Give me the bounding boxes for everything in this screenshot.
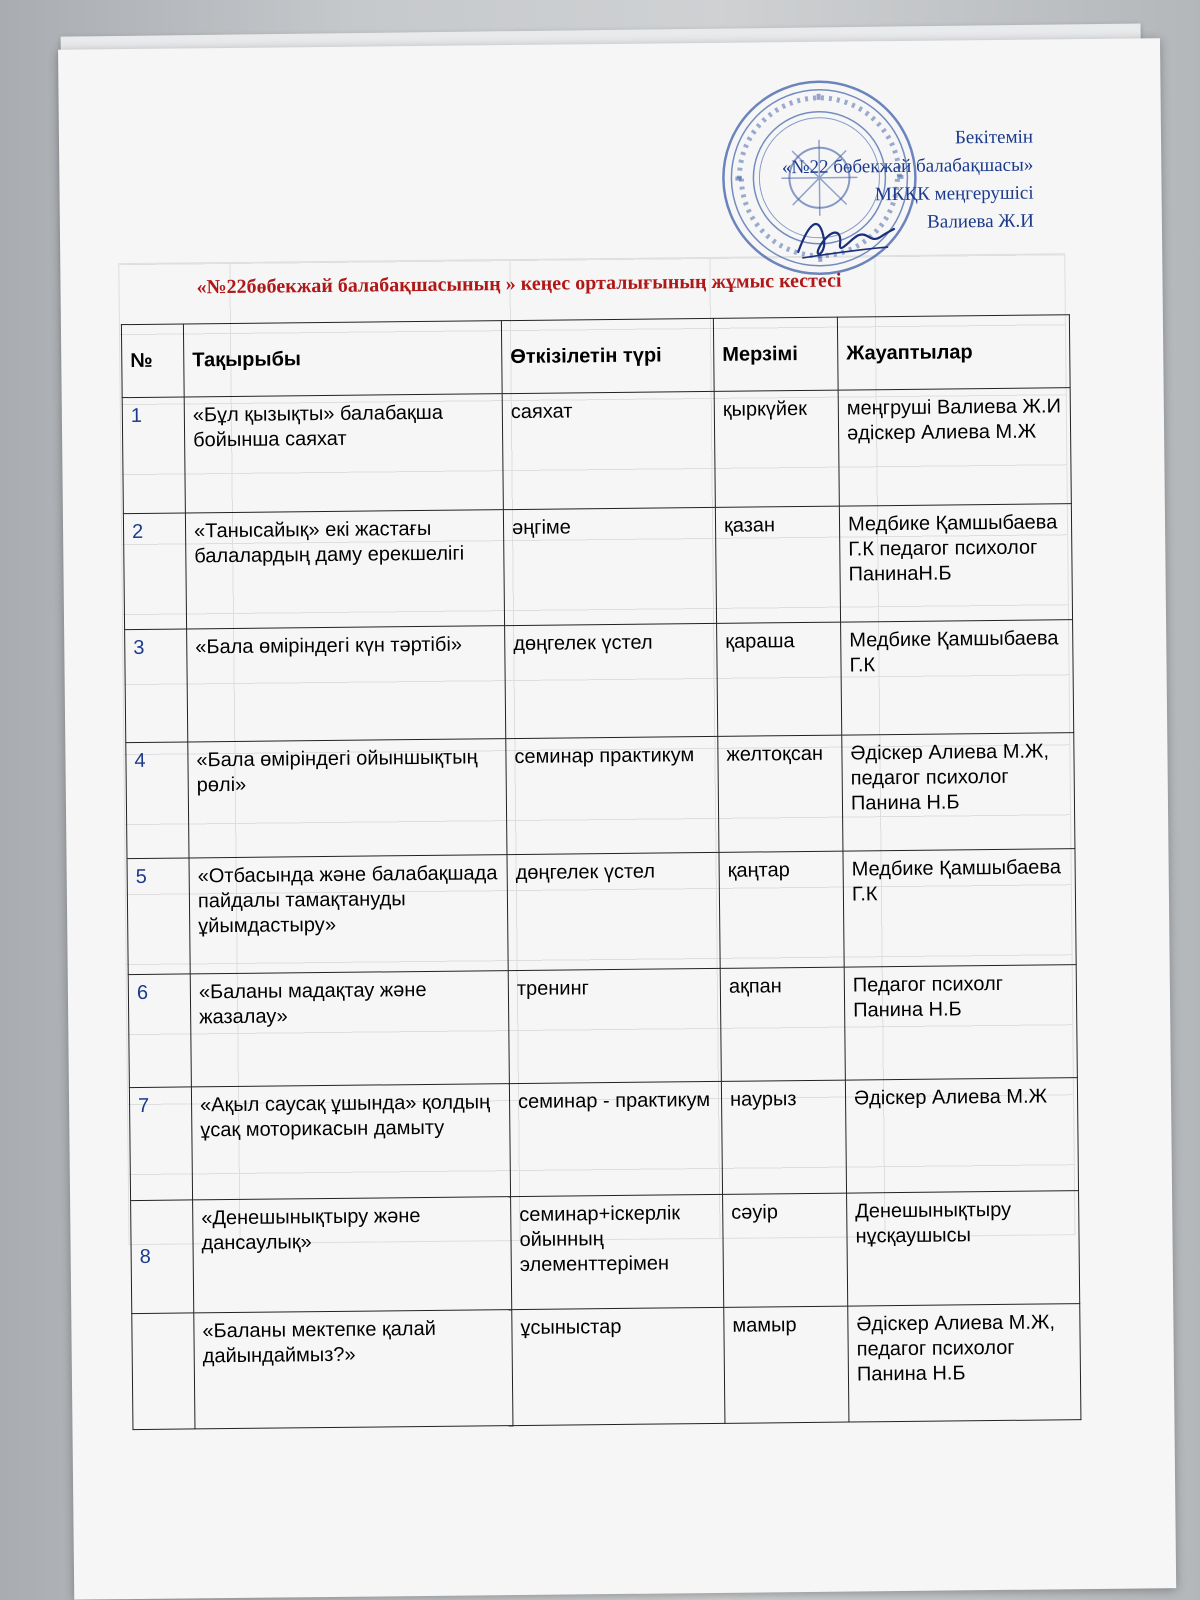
row-form: дөңгелек үстел [507, 852, 720, 970]
row-number: 6 [128, 974, 191, 1088]
row-topic: «Танысайық» екі жастағы балалардың даму ерекшелігі [185, 510, 504, 629]
header-topic: Тақырыбы [183, 321, 502, 397]
row-responsible: Әдіскер Алиева М.Ж, педагог психолог Панина Н.Б [842, 733, 1075, 851]
row-number: 1 [122, 397, 185, 514]
row-date: қыркүйек [714, 390, 839, 507]
row-topic: «Отбасында және балабақшада пайдалы тамақтануды ұйымдастыру» [189, 855, 508, 974]
row-number: 8 [131, 1200, 194, 1314]
header-responsible: Жауаптылар [837, 315, 1070, 390]
header-number: № [121, 324, 184, 398]
row-responsible: Әдіскер Алиева М.Ж [845, 1078, 1078, 1193]
row-number: 4 [126, 742, 189, 859]
row-form: саяхат [502, 391, 715, 509]
row-date: сәуір [723, 1193, 848, 1307]
row-number [132, 1313, 195, 1430]
row-form: семинар+іскерлік ойынның элементтерімен [511, 1194, 724, 1309]
approval-line-3: МКҚК меңгерушісі [874, 182, 1034, 206]
row-form: семинар - практикум [509, 1081, 722, 1196]
document-title: «№22бөбекжай балабақшасының » кеңес орталығының жұмыс кестесі [196, 269, 842, 299]
table-row [131, 1191, 1080, 1314]
approval-line-4: Валиева Ж.И [927, 210, 1034, 233]
document-page [58, 38, 1176, 1599]
table-header-row [121, 315, 1070, 398]
table-row [122, 388, 1071, 514]
row-topic: «Денешынықтыру және дансаулық» [193, 1197, 512, 1313]
row-topic: «Бұл қызықты» балабақша бойынша саяхат [184, 394, 503, 513]
table-row [123, 504, 1072, 630]
table-row [129, 1078, 1078, 1201]
row-number: 2 [123, 513, 186, 630]
row-form: тренинг [508, 968, 721, 1083]
row-topic: «Ақыл саусақ ұшында» қолдың ұсақ моторикасын дамыту [191, 1084, 510, 1200]
table-row [126, 733, 1075, 859]
approval-line-2: «№22 бөбекжай балабақшасы» [781, 154, 1034, 179]
row-form: әңгіме [503, 507, 716, 625]
table-row [125, 620, 1074, 743]
header-form: Өткізілетін түрі [501, 318, 714, 393]
row-topic: «Бала өміріндегі күн тәртібі» [187, 626, 506, 742]
row-date: мамыр [724, 1306, 849, 1423]
row-number: 7 [129, 1087, 192, 1201]
row-date: қазан [715, 506, 840, 623]
row-responsible: Медбике Қамшыбаева Г.К [843, 849, 1076, 967]
schedule-table [121, 314, 1082, 1430]
row-number: 3 [125, 629, 188, 743]
row-responsible: Педагог психолг Панина Н.Б [844, 965, 1077, 1080]
table-row [132, 1304, 1081, 1430]
row-form: дөңгелек үстел [505, 623, 718, 738]
row-topic: «Баланы мектепке қалай дайындаймыз?» [194, 1310, 513, 1429]
row-responsible: Медбике Қамшыбаева Г.К [841, 620, 1074, 735]
approval-line-1: Бекітемін [954, 126, 1034, 149]
row-responsible: меңгруші Валиева Ж.И әдіскер Алиева М.Ж [838, 388, 1071, 506]
row-number: 5 [127, 858, 190, 975]
table-row [127, 849, 1076, 975]
row-responsible: Денешынықтыру нұсқаушысы [847, 1191, 1080, 1306]
row-date: қараша [717, 622, 842, 736]
row-responsible: Медбике Қамшыбаева Г.К педагог психолог ПанинаН.Б [839, 504, 1072, 622]
row-date: наурыз [721, 1080, 846, 1194]
row-date: желтоқсан [718, 735, 843, 852]
row-topic: «Бала өміріндегі ойыншықтың рөлі» [188, 739, 507, 858]
row-topic: «Баланы мадақтау және жазалау» [190, 971, 509, 1087]
row-date: ақпан [720, 967, 845, 1081]
row-date: қаңтар [719, 851, 844, 968]
header-date: Мерзімі [713, 317, 838, 391]
table-row [128, 965, 1077, 1088]
row-form: семинар практикум [506, 736, 719, 854]
approval-block [781, 124, 1034, 239]
row-form: ұсыныстар [512, 1307, 725, 1425]
row-responsible: Әдіскер Алиева М.Ж, педагог психолог Панина Н.Б [848, 1304, 1081, 1422]
